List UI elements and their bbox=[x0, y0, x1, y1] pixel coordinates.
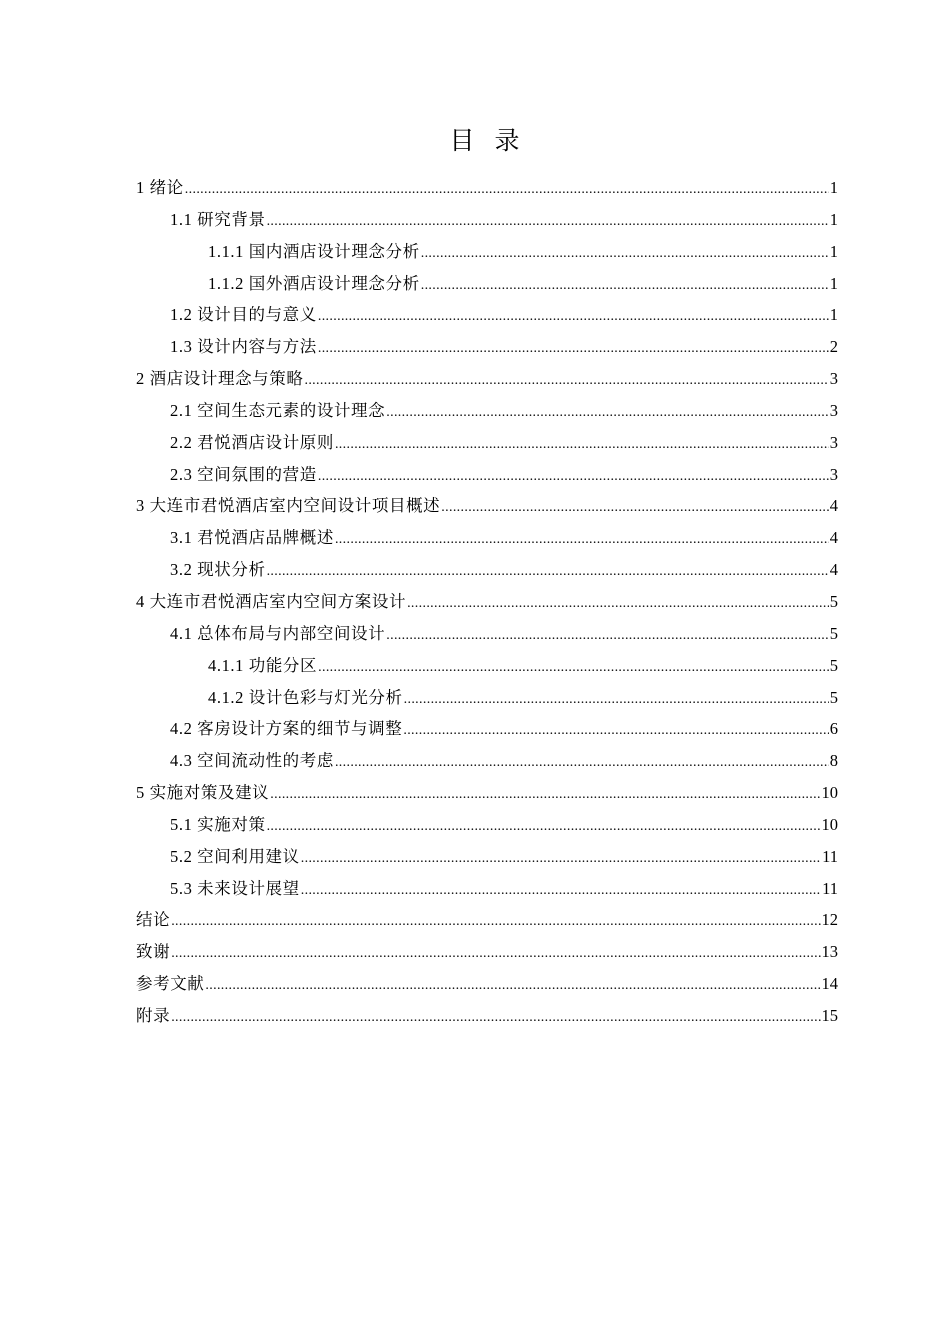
toc-dot-leader bbox=[318, 301, 829, 333]
toc-entry-label: 3.2 现状分析 bbox=[170, 560, 266, 580]
toc-entry-page-number: 5 bbox=[829, 655, 838, 675]
toc-entry-page-number: 5 bbox=[829, 687, 838, 707]
toc-dot-leader bbox=[404, 684, 829, 716]
toc-entry-page-number: 14 bbox=[821, 974, 838, 994]
toc-entry-page-number: 1 bbox=[829, 305, 838, 325]
toc-entry-label: 4.1 总体布局与内部空间设计 bbox=[170, 623, 386, 643]
toc-entry-label: 2.2 君悦酒店设计原则 bbox=[170, 432, 334, 452]
toc-dot-leader bbox=[335, 747, 829, 779]
toc-entry-label: 1 绪论 bbox=[136, 178, 184, 197]
toc-title: 目 录 bbox=[449, 126, 526, 155]
toc-entry-page-number: 1 bbox=[829, 273, 838, 293]
toc-entry[interactable] bbox=[136, 522, 838, 554]
toc-entry-page-number: 2 bbox=[829, 337, 838, 357]
toc-entry-label: 4 大连市君悦酒店室内空间方案设计 bbox=[136, 591, 407, 611]
toc-dot-leader bbox=[407, 588, 829, 620]
toc-dot-leader bbox=[318, 333, 829, 365]
toc-entry-page-number: 3 bbox=[829, 400, 838, 420]
toc-dot-leader bbox=[185, 174, 829, 206]
toc-dot-leader bbox=[301, 875, 821, 907]
toc-entry[interactable] bbox=[136, 172, 838, 204]
toc-entry-label: 4.3 空间流动性的考虑 bbox=[170, 751, 334, 771]
toc-entry[interactable] bbox=[136, 395, 838, 427]
toc-dot-leader bbox=[267, 811, 821, 843]
toc-entry-label: 2 酒店设计理念与策略 bbox=[136, 369, 304, 389]
toc-dot-leader bbox=[421, 238, 829, 270]
toc-entry[interactable] bbox=[136, 841, 838, 873]
toc-entry[interactable] bbox=[136, 745, 838, 777]
toc-dot-leader bbox=[318, 652, 829, 684]
toc-entry-label: 致谢 bbox=[136, 942, 171, 962]
toc-entry-page-number: 10 bbox=[821, 814, 838, 834]
toc-entry[interactable] bbox=[136, 204, 838, 236]
toc-entry-page-number: 8 bbox=[829, 751, 838, 771]
toc-entry-label: 5.1 实施对策 bbox=[170, 814, 266, 834]
toc-dot-leader bbox=[318, 461, 829, 493]
toc-entry-page-number: 11 bbox=[822, 878, 838, 898]
toc-entry-page-number: 4 bbox=[829, 496, 838, 516]
toc-entry-label: 附录 bbox=[136, 1005, 171, 1025]
toc-dot-leader bbox=[171, 1002, 820, 1034]
toc-entry[interactable] bbox=[136, 618, 838, 650]
toc-entry-page-number: 13 bbox=[821, 942, 838, 962]
toc-entry[interactable] bbox=[136, 363, 838, 395]
toc-dot-leader bbox=[335, 429, 829, 461]
toc-entry-label: 4.1.2 设计色彩与灯光分析 bbox=[208, 687, 403, 707]
toc-entry[interactable] bbox=[136, 268, 838, 300]
toc-entry-label: 1.3 设计内容与方法 bbox=[170, 337, 317, 357]
toc-dot-leader bbox=[270, 779, 820, 811]
toc-entry-label: 1.1.1 国内酒店设计理念分析 bbox=[208, 241, 420, 261]
toc-entry-page-number: 4 bbox=[829, 560, 838, 580]
toc-entry-label: 1.1.2 国外酒店设计理念分析 bbox=[208, 273, 420, 293]
toc-entry-label: 结论 bbox=[136, 910, 171, 930]
toc-entry[interactable] bbox=[136, 331, 838, 363]
toc-dot-leader bbox=[267, 206, 829, 238]
toc-entry[interactable] bbox=[136, 777, 838, 809]
toc-entry-page-number: 15 bbox=[821, 1005, 838, 1025]
toc-entry-label: 4.2 客房设计方案的细节与调整 bbox=[170, 719, 403, 739]
toc-dot-leader bbox=[421, 270, 829, 302]
table-of-contents bbox=[136, 172, 838, 1032]
toc-dot-leader bbox=[301, 843, 821, 875]
toc-entry-page-number: 5 bbox=[829, 623, 838, 643]
toc-dot-leader bbox=[205, 970, 820, 1002]
toc-entry[interactable] bbox=[136, 650, 838, 682]
toc-entry[interactable] bbox=[136, 427, 838, 459]
toc-entry[interactable] bbox=[136, 809, 838, 841]
toc-entry-label: 3.1 君悦酒店品牌概述 bbox=[170, 528, 334, 548]
toc-entry-page-number: 3 bbox=[829, 464, 838, 484]
toc-entry[interactable] bbox=[136, 459, 838, 491]
toc-entry-page-number: 5 bbox=[829, 591, 838, 611]
toc-entry-page-number: 1 bbox=[829, 209, 838, 229]
toc-entry-label: 3 大连市君悦酒店室内空间设计项目概述 bbox=[136, 496, 441, 516]
toc-entry-label: 4.1.1 功能分区 bbox=[208, 655, 318, 675]
toc-entry-label: 1.1 研究背景 bbox=[170, 209, 266, 229]
toc-entry[interactable] bbox=[136, 586, 838, 618]
toc-entry-page-number: 6 bbox=[829, 719, 838, 739]
toc-entry[interactable] bbox=[136, 968, 838, 1000]
toc-entry-label: 参考文献 bbox=[136, 974, 205, 994]
toc-entry[interactable] bbox=[136, 682, 838, 714]
toc-entry[interactable] bbox=[136, 554, 838, 586]
toc-entry-label: 5 实施对策及建议 bbox=[136, 783, 270, 803]
toc-dot-leader bbox=[304, 365, 828, 397]
toc-entry-page-number: 1 bbox=[829, 241, 838, 261]
toc-entry-label: 2.3 空间氛围的营造 bbox=[170, 464, 317, 484]
toc-entry[interactable] bbox=[136, 873, 838, 905]
toc-entry-page-number: 4 bbox=[829, 528, 838, 548]
toc-entry[interactable] bbox=[136, 936, 838, 968]
toc-entry-page-number: 3 bbox=[829, 432, 838, 452]
toc-dot-leader bbox=[441, 492, 828, 524]
toc-dot-leader bbox=[386, 397, 829, 429]
toc-entry-label: 5.2 空间利用建议 bbox=[170, 846, 300, 866]
toc-entry[interactable] bbox=[136, 490, 838, 522]
toc-entry-page-number: 10 bbox=[821, 783, 838, 803]
toc-entry-page-number: 1 bbox=[829, 178, 838, 197]
toc-entry-page-number: 3 bbox=[829, 369, 838, 389]
toc-dot-leader bbox=[171, 906, 820, 938]
toc-entry-label: 2.1 空间生态元素的设计理念 bbox=[170, 400, 386, 420]
toc-dot-leader bbox=[267, 556, 829, 588]
toc-entry[interactable] bbox=[136, 904, 838, 936]
toc-dot-leader bbox=[386, 620, 829, 652]
toc-entry-page-number: 11 bbox=[822, 846, 838, 866]
toc-entry-label: 1.2 设计目的与意义 bbox=[170, 305, 317, 325]
toc-entry[interactable] bbox=[136, 299, 838, 331]
toc-dot-leader bbox=[403, 715, 828, 747]
toc-entry[interactable] bbox=[136, 713, 838, 745]
toc-entry-page-number: 12 bbox=[821, 910, 838, 930]
toc-dot-leader bbox=[335, 524, 829, 556]
toc-entry-label: 5.3 未来设计展望 bbox=[170, 878, 300, 898]
toc-dot-leader bbox=[171, 938, 820, 970]
toc-entry[interactable] bbox=[136, 1000, 838, 1032]
toc-entry[interactable] bbox=[136, 236, 838, 268]
